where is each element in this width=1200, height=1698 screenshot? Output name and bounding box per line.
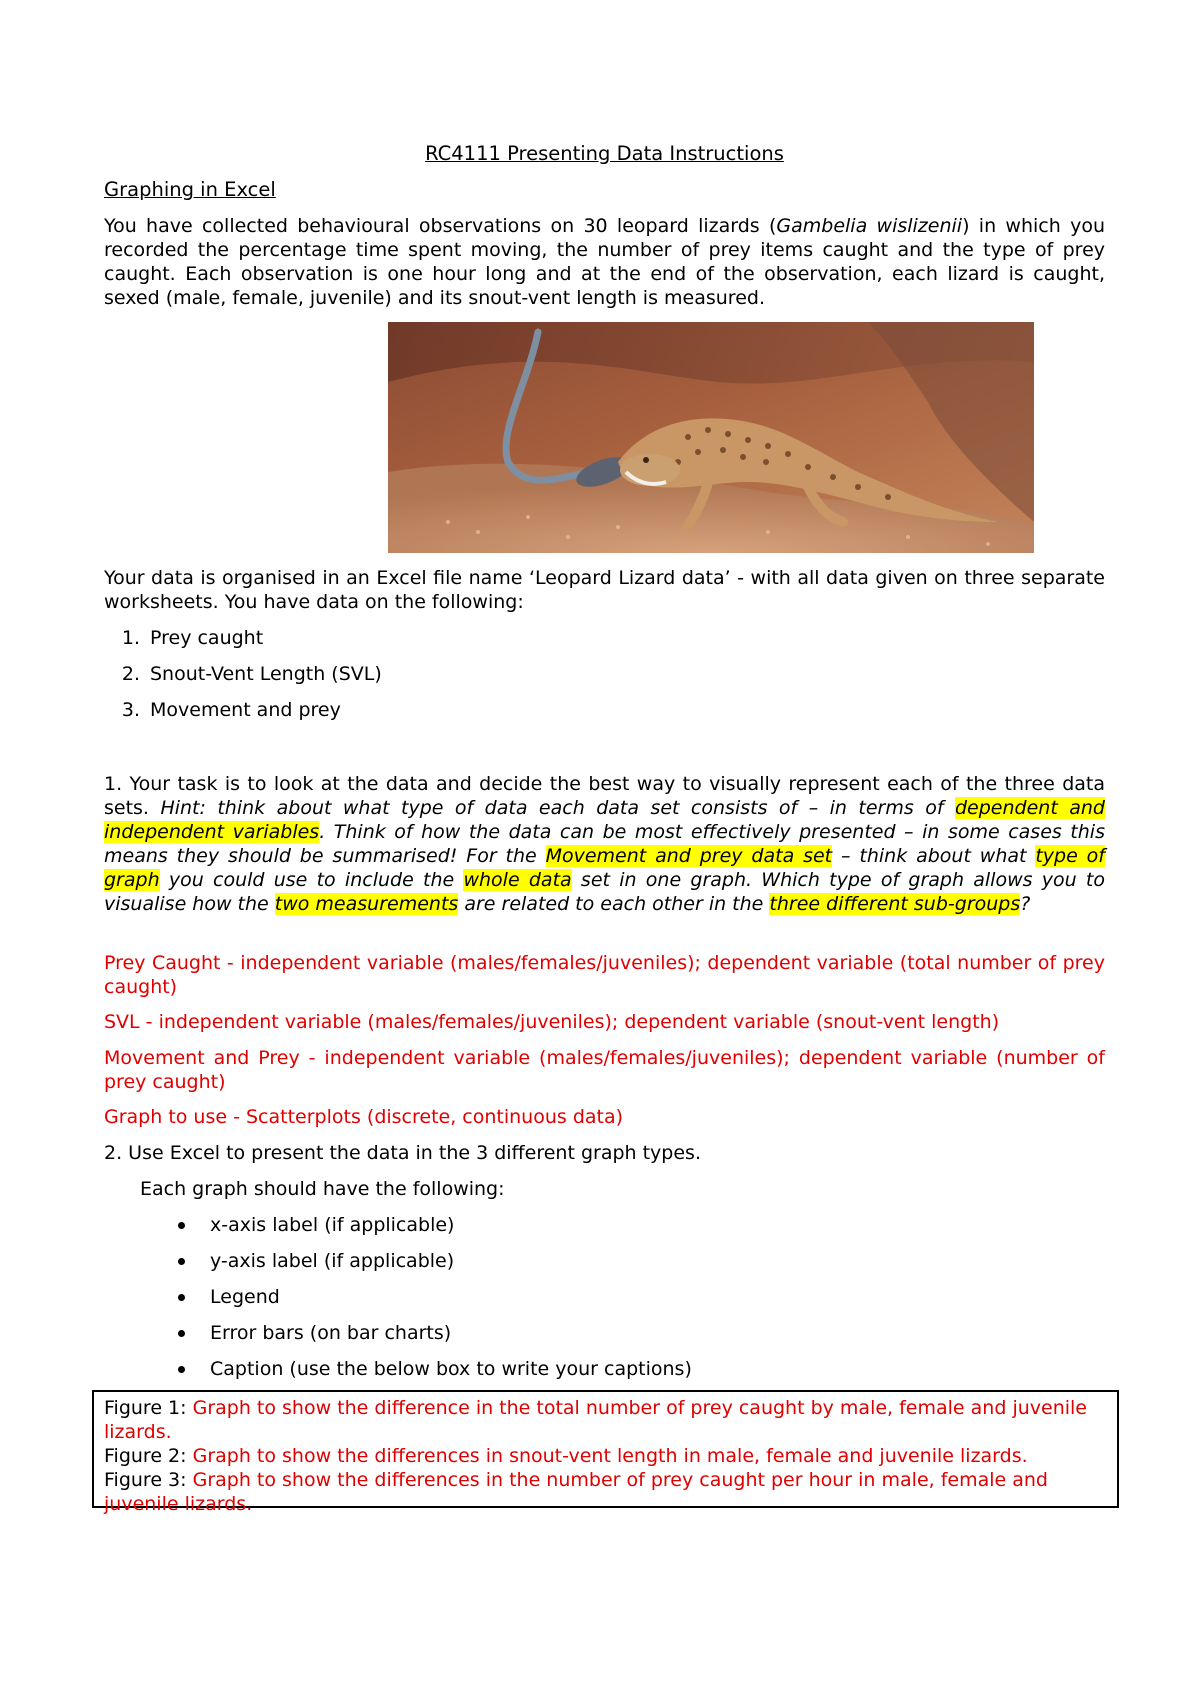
- highlight: Movement and prey data set: [545, 845, 833, 867]
- bullet-icon: [178, 1258, 185, 1265]
- answer-svl: SVL - independent variable (males/females/juveniles); dependent variable (snout-vent length): [104, 1011, 1000, 1033]
- species-name: Gambelia wislizenii: [776, 215, 963, 237]
- highlight: three different sub-groups: [769, 893, 1021, 915]
- list-item: 3. Movement and prey: [121, 699, 341, 721]
- intro-text-2: ) in which you recorded the percentage time spent moving, the number of prey items caught and the type of prey caught. Each observation is one hour long and at the end of the observation, each lizard is caught, sexed (male, female, juvenile) and its snout-vent length is measured.: [104, 215, 1105, 309]
- highlight: dependent and independent variables: [104, 797, 1105, 843]
- highlight: type of graph: [104, 845, 1105, 891]
- leopard-lizard-photo: [388, 322, 1034, 553]
- highlight: two measurements: [274, 893, 459, 915]
- caption-figure-1: Figure 1: Graph to show the difference in the total number of prey caught by male, female and juvenile lizards.: [104, 1397, 1087, 1443]
- bullet-icon: [178, 1294, 185, 1301]
- list-item: 2. Snout-Vent Length (SVL): [121, 663, 382, 685]
- list-item: Caption (use the below box to write your captions): [174, 1357, 692, 1393]
- answer-graph-type: Graph to use - Scatterplots (discrete, continuous data): [104, 1106, 624, 1128]
- answer-movement-prey: Movement and Prey - independent variable (males/females/juveniles); dependent variable (number of prey caught): [104, 1047, 1105, 1093]
- requirements-list: [174, 1213, 692, 1393]
- list-item: Legend: [174, 1285, 692, 1321]
- caption-figure-3: Figure 3: Graph to show the differences in the number of prey caught per hour in male, female and juvenile lizards.: [104, 1469, 1048, 1515]
- list-item: 1. Prey caught: [121, 627, 264, 649]
- bullet-icon: [178, 1330, 185, 1337]
- bullet-icon: [178, 1366, 185, 1373]
- document-title: RC4111 Presenting Data Instructions: [425, 142, 784, 165]
- intro-text-1: You have collected behavioural observations on 30 leopard lizards (: [104, 215, 777, 237]
- answer-prey-caught: Prey Caught - independent variable (males/females/juveniles); dependent variable (total number of prey caught): [104, 952, 1105, 998]
- data-intro-paragraph: Your data is organised in an Excel file name ‘Leopard Lizard data’ - with all data given on three separate worksheets. You have data on the following:: [104, 567, 1105, 613]
- captions-box: [92, 1390, 1119, 1515]
- list-item: y-axis label (if applicable): [174, 1249, 692, 1285]
- data-items-list: [104, 626, 382, 734]
- task-paragraph: 1. Your task is to look at the data and decide the best way to visually represent each of the three data sets. Hint: think about what type of data each data set consists of – in terms of dependent and independent variables. Think of how the data can be most effectively presented – in some cases this means they should be summarised! For the Movement and prey data set – think about what type of graph you could use to include the whole data set in one graph. Which type of graph allows you to visualise how the two measurements are related to each other in the three different sub-groups?: [104, 773, 1105, 915]
- lizard-image: [388, 322, 1034, 553]
- section-heading: Graphing in Excel: [104, 178, 276, 201]
- intro-paragraph: [104, 214, 1105, 310]
- list-item: x-axis label (if applicable): [174, 1213, 692, 1249]
- caption-figure-2: Figure 2: Graph to show the differences in snout-vent length in male, female and juvenile lizards.: [104, 1445, 1028, 1467]
- bullet-icon: [178, 1222, 185, 1229]
- step-2-paragraph: 2. Use Excel to present the data in the 3 different graph types.: [104, 1142, 701, 1164]
- highlight: whole data: [463, 869, 572, 891]
- step-2-subtext: Each graph should have the following:: [140, 1178, 505, 1200]
- list-item: Error bars (on bar charts): [174, 1321, 692, 1357]
